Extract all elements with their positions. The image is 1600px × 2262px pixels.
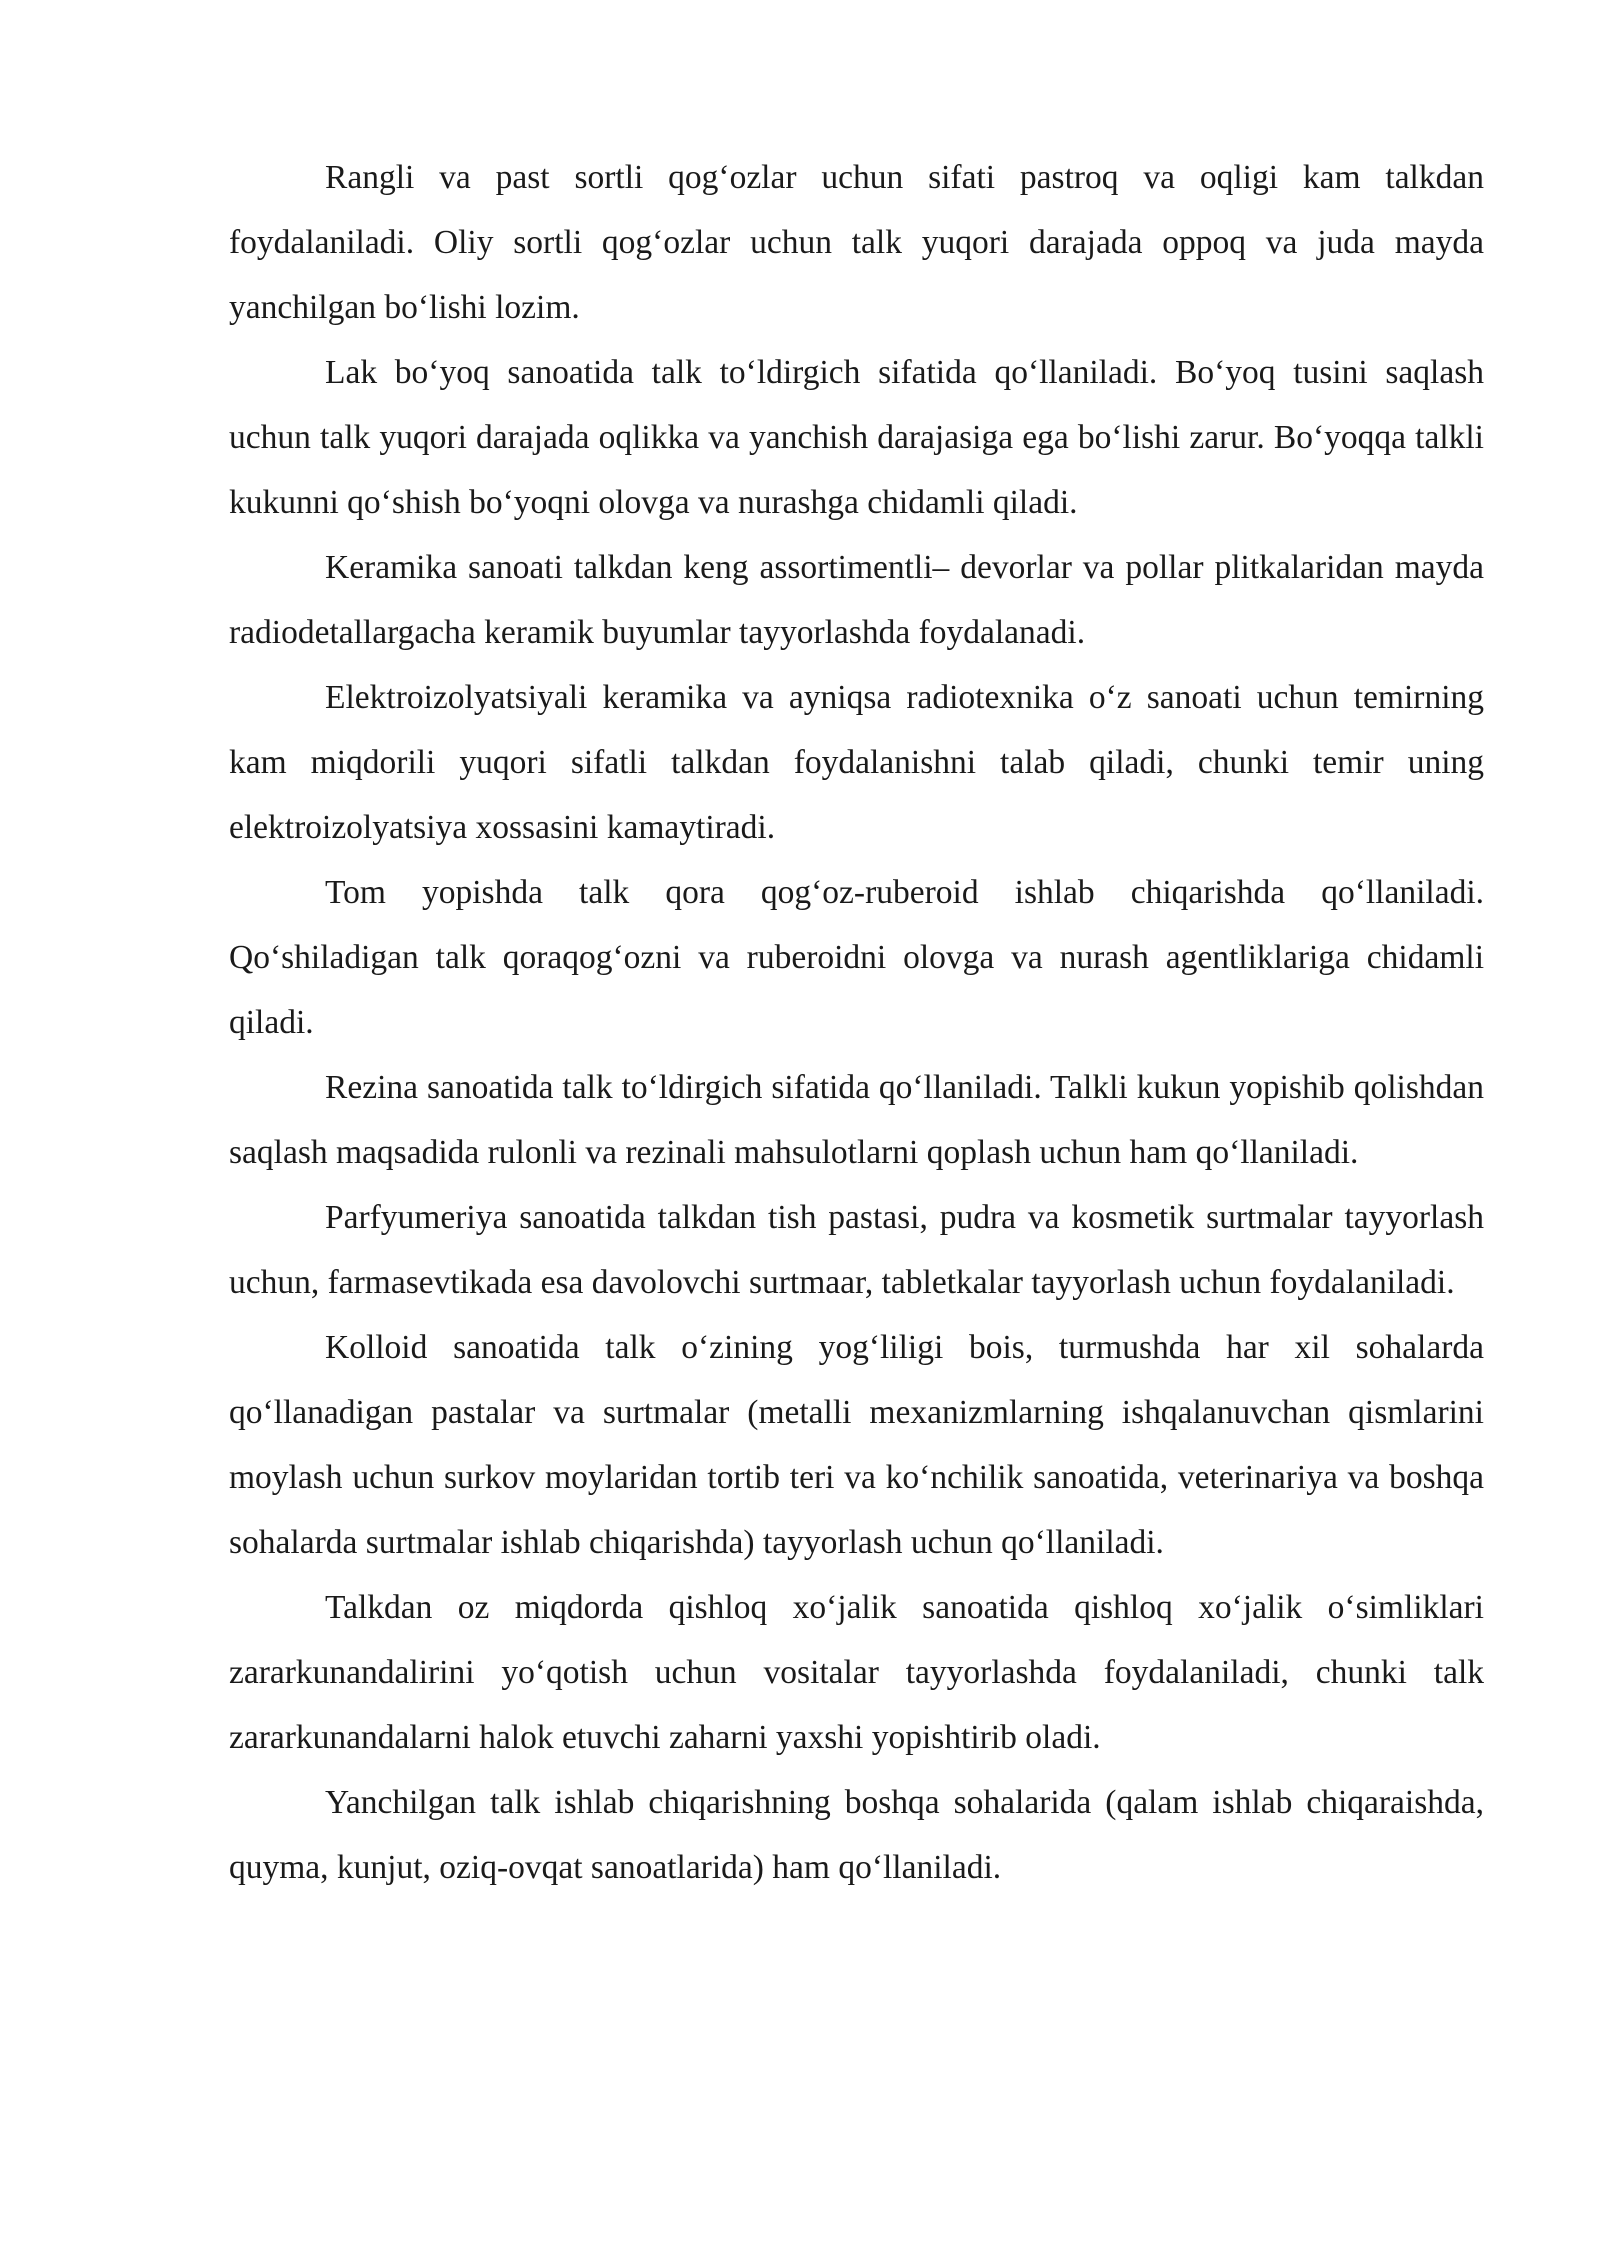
paragraph-ceramics: Keramika sanoati talkdan keng assortimentli– devorlar va pollar plitkalaridan mayda radiodetallargacha keramik buyumlar tayyorlashda foydalanadi. <box>229 549 1484 651</box>
paragraph-electroinsulating-ceramics: Elektroizolyatsiyali keramika va ayniqsa radiotexnika o‘z sanoati uchun temirning kam miqdorili yuqori sifatli talkdan foydalanishni talab qiladi, chunki temir uning elektroizolyatsiya xossasini kamaytiradi. <box>229 679 1484 846</box>
paragraph-ground-talc: Yanchilgan talk ishlab chiqarishning boshqa sohalarida (qalam ishlab chiqaraishda, quyma, kunjut, oziq-ovqat sanoatlarida) ham qo‘llaniladi. <box>229 1784 1484 1886</box>
paragraph-rubber: Rezina sanoatida talk to‘ldirgich sifatida qo‘llaniladi. Talkli kukun yopishib qolishdan saqlash maqsadida rulonli va rezinali mahsulotlarni qoplash uchun ham qo‘llaniladi. <box>229 1069 1484 1171</box>
paragraph-paint: Lak bo‘yoq sanoatida talk to‘ldirgich sifatida qo‘llaniladi. Bo‘yoq tusini saqlash uchun talk yuqori darajada oqlikka va yanchish darajasiga ega bo‘lishi zarur. Bo‘yoqqa talkli kukunni qo‘shish bo‘yoqni olovga va nurashga chidamli qiladi. <box>229 354 1484 521</box>
document-body <box>229 145 1484 1900</box>
paragraph-colloid: Kolloid sanoatida talk o‘zining yog‘liligi bois, turmushda har xil sohalarda qo‘llanadigan pastalar va surtmalar (metalli mexanizmlarning ishqalanuvchan qismlarini moylash uchun surkov moylaridan tortib teri va ko‘nchilik sanoatida, veterinariya va boshqa sohalarda surtmalar ishlab chiqarishda) tayyorlash uchun qo‘llaniladi. <box>229 1329 1484 1561</box>
paragraph-agriculture: Talkdan oz miqdorda qishloq xo‘jalik sanoatida qishloq xo‘jalik o‘simliklari zararkunandalirini yo‘qotish uchun vositalar tayyorlashda foydalaniladi, chunki talk zararkunandalarni halok etuvchi zaharni yaxshi yopishtirib oladi. <box>229 1589 1484 1756</box>
paragraph-perfumery: Parfyumeriya sanoatida talkdan tish pastasi, pudra va kosmetik surtmalar tayyorlash uchun, farmasevtikada esa davolovchi surtmaar, tabletkalar tayyorlash uchun foydalaniladi. <box>229 1199 1484 1301</box>
paragraph-paper: Rangli va past sortli qog‘ozlar uchun sifati pastroq va oqligi kam talkdan foydalaniladi. Oliy sortli qog‘ozlar uchun talk yuqori darajada oppoq va juda mayda yanchilgan bo‘lishi lozim. <box>229 159 1484 326</box>
paragraph-roofing: Tom yopishda talk qora qog‘oz-ruberoid ishlab chiqarishda qo‘llaniladi. Qo‘shiladigan talk qoraqog‘ozni va ruberoidni olovga va nurash agentliklariga chidamli qiladi. <box>229 874 1484 1041</box>
